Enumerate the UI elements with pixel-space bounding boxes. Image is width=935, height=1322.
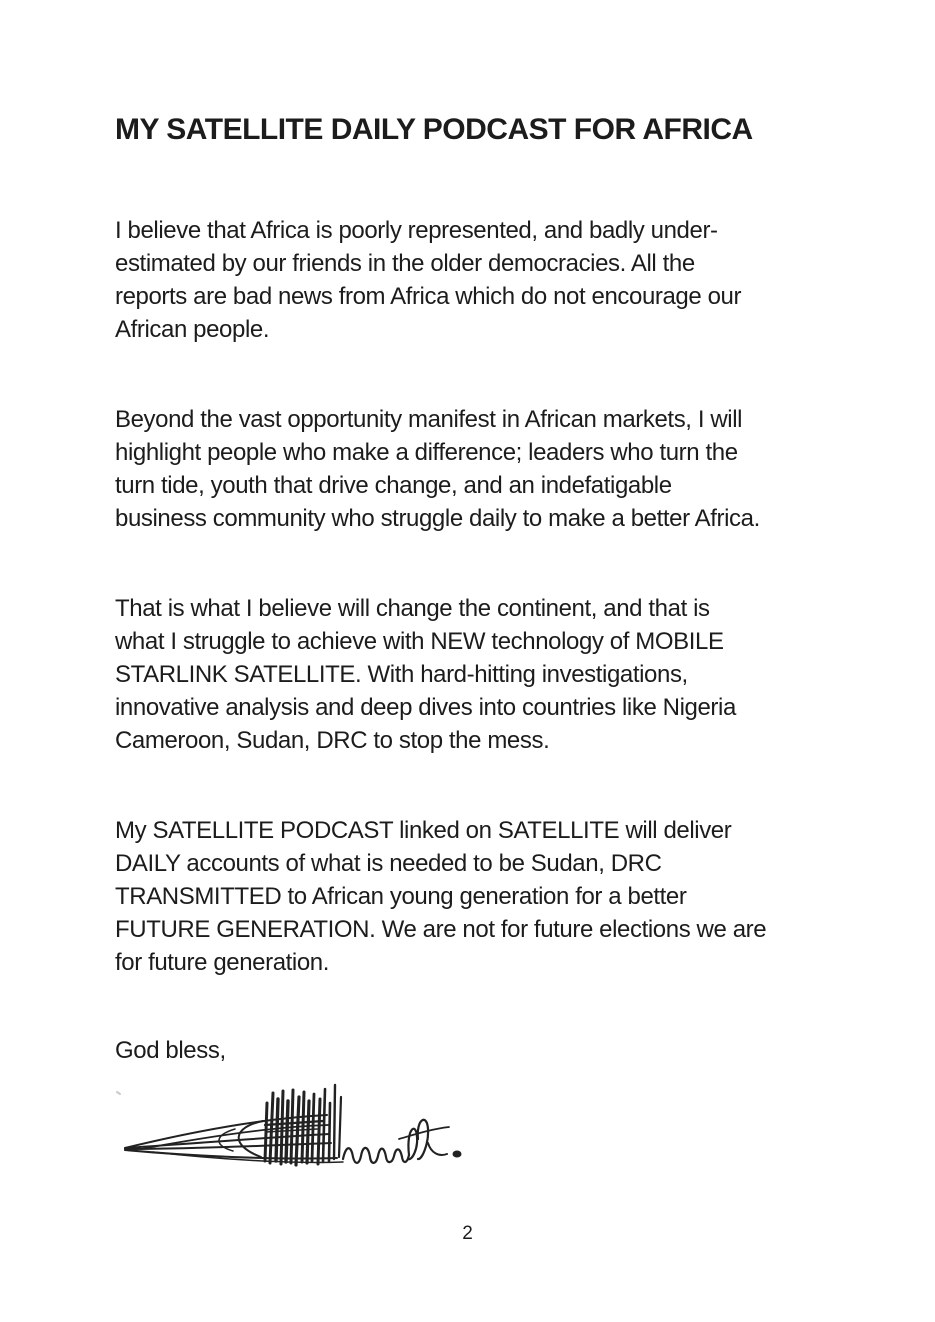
page-number: 2 [462,1223,473,1244]
closing-line: God bless, [115,1037,226,1064]
paragraph-line: FUTURE GENERATION. We are not for future elections we are [115,916,767,943]
paragraph-3 [115,592,835,757]
paragraph-line: That is what I believe will change the continent, and that is [115,595,710,622]
paragraph-line: reports are bad news from Africa which do not encourage our [115,283,742,310]
page-title: MY SATELLITE DAILY PODCAST FOR AFRICA [115,113,753,146]
signature-image [115,1077,835,1169]
paragraph-4 [115,814,835,979]
paragraph-line: Beyond the vast opportunity manifest in African markets, I will [115,406,743,433]
paragraph-line: highlight people who make a difference; leaders who turn the [115,439,738,466]
paragraph-line: My SATELLITE PODCAST linked on SATELLITE will deliver [115,817,732,844]
closing-salutation [115,1034,835,1067]
paragraph-line: turn tide, youth that drive change, and an indefatigable [115,472,672,499]
paragraph-line: innovative analysis and deep dives into countries like Nigeria [115,694,736,721]
paragraph-line: African people. [115,316,270,343]
handwritten-signature-svg [115,1077,465,1169]
paragraph-line: Cameroon, Sudan, DRC to stop the mess. [115,727,550,754]
paragraph-line: business community who struggle daily to make a better Africa. [115,505,760,532]
paragraph-line: what I struggle to achieve with NEW technology of MOBILE [115,628,724,655]
paragraph-line: STARLINK SATELLITE. With hard-hitting investigations, [115,661,688,688]
paragraph-line: DAILY accounts of what is needed to be Sudan, DRC [115,850,662,877]
paragraph-line: I believe that Africa is poorly represented, and badly under- [115,217,718,244]
paragraph-line: TRANSMITTED to African young generation for a better [115,883,687,910]
paragraph-2 [115,403,835,535]
paragraph-1 [115,214,835,346]
paragraph-line: for future generation. [115,949,330,976]
paragraph-line: estimated by our friends in the older democracies. All the [115,250,695,277]
